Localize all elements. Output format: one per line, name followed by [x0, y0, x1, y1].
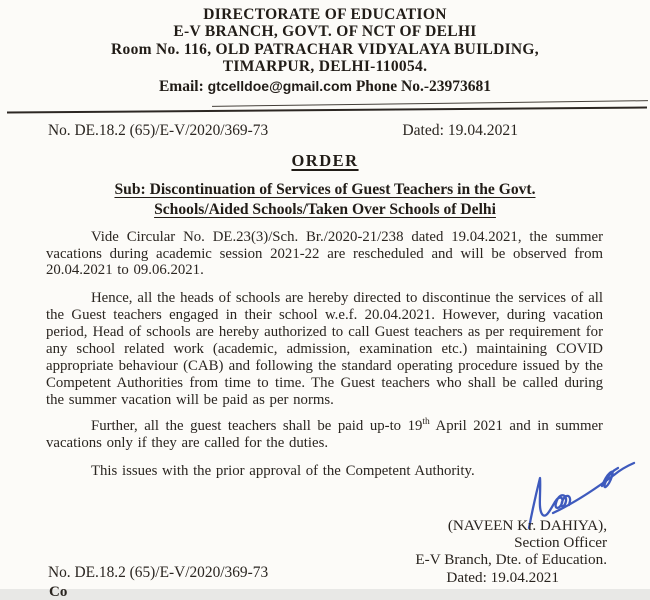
subject-heading — [0, 180, 650, 221]
body-paragraph-3: Further, all the guest teachers shall be paid up-to 19th April 2021 and in summer vacations only if they are called for the duties. — [46, 416, 603, 451]
letterhead-contact-line — [0, 77, 650, 96]
signature-date: Dated: 19.04.2021 — [446, 568, 559, 586]
letterhead-org-name: DIRECTORATE OF EDUCATION — [203, 6, 447, 23]
email-address: gtcelldoe@gmail.com — [207, 77, 352, 94]
body-paragraph-1: Vide Circular No. DE.23(3)/Sch. Br./2020-21/238 dated 19.04.2021, the summer vacations during academic session 2021-22 are rescheduled and will be observed from 20.04.2021 to 09.06.2021. — [46, 228, 603, 279]
letterhead-address-line2: TIMARPUR, DELHI-110054. — [222, 58, 428, 76]
signatory-designation: Section Officer — [514, 534, 607, 552]
letterhead-address-line1: Room No. 116, OLD PATRACHAR VIDYALAYA BUILDING, — [111, 40, 539, 58]
signatory-name: (NAVEEN Kr. DAHIYA), — [447, 517, 607, 534]
footer-clipped-line: Co — [49, 584, 68, 600]
reference-row — [48, 122, 602, 140]
phone-number: Phone No.-23973681 — [355, 77, 492, 95]
ordinal-superscript: th — [422, 416, 430, 427]
letterhead-branch: E-V BRANCH, GOVT. OF NCT OF DELHI — [173, 23, 477, 41]
reference-number: No. DE.18.2 (65)/E-V/2020/369-73 — [48, 121, 269, 139]
order-title: ORDER — [291, 150, 359, 170]
footer-reference-number: No. DE.18.2 (65)/E-V/2020/369-73 — [48, 564, 269, 581]
separator-thick-rule — [7, 106, 647, 113]
signature-block — [415, 517, 607, 586]
email-label: Email: — [158, 77, 204, 95]
body-paragraph-2: Hence, all the heads of schools are hereby directed to discontinue the services of all the Guest teachers engaged in their school w.e.f. 20.04.2021. However, during vacation period, Head of schools are hereby authorized to call Guest teachers as per requirement for any school related work (academic, admission, examination etc.) maintaining COVID appropriate behaviour (CAB) and following the standard operating procedure issued by the Competent Authorities from time to time. The Guest teachers who shall be called during the summer vacation will be paid as per norms. — [46, 290, 603, 408]
body-paragraph-4: This issues with the prior approval of the Competent Authority. — [91, 462, 475, 479]
reference-date: Dated: 19.04.2021 — [402, 121, 518, 139]
separator-thin-rule — [212, 100, 648, 107]
signatory-branch: E-V Branch, Dte. of Education. — [415, 551, 607, 569]
header-separator — [0, 100, 650, 114]
subject-line-1: Sub: Discontinuation of Services of Guest Teachers in the Govt. — [114, 180, 536, 198]
letterhead — [0, 0, 650, 96]
subject-line-2: Schools/Aided Schools/Taken Over Schools of Delhi — [154, 201, 496, 219]
